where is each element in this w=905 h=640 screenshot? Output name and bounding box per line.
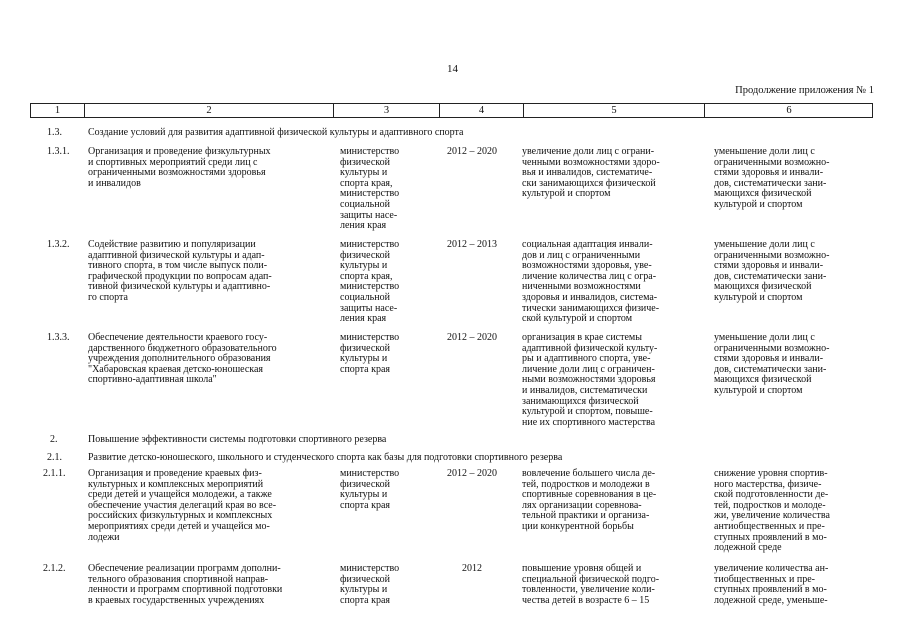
column-header: 1 bbox=[54, 105, 61, 116]
column-header: 2 bbox=[206, 105, 212, 116]
continuation-label: Продолжение приложения № 1 bbox=[735, 85, 874, 96]
consequence-cell: уменьшение доли лиц с ограниченными возможно- стями здоровья и инвали- дов, систематически зани- мающихся физической культурой и спортом bbox=[714, 332, 830, 396]
row-number: 2.1.1. bbox=[43, 468, 66, 479]
measure-cell: Организация и проведение краевых физ- культурных и комплексных мероприятий среди детей и учащейся молодежи, а также обеспечение участия делегаций края во все- российских физкультурных и комплексных мероприятиях среди детей и учащейся мо- лодежи bbox=[88, 468, 277, 543]
section-title: Развитие детско-юношеского, школьного и студенческого спорта как базы для подготовки спортивного резерва bbox=[88, 452, 563, 463]
row-number: 2. bbox=[50, 434, 58, 445]
measure-cell: Обеспечение реализации программ дополни- тельного образования спортивной направ- ленности и программ спортивной подготовки в краевых государственных учреждениях bbox=[88, 563, 283, 606]
row-number: 1.3.1. bbox=[47, 146, 70, 157]
section-title: Создание условий для развития адаптивной физической культуры и адаптивного спорта bbox=[88, 127, 464, 138]
row-number: 2.1.2. bbox=[43, 563, 66, 574]
result-cell: повышение уровня общей и специальной физической подго- товленности, увеличение коли- чества детей в возрасте 6 – 15 bbox=[522, 563, 660, 606]
row-number: 1.3. bbox=[47, 127, 62, 138]
row-number: 1.3.2. bbox=[47, 239, 70, 250]
executor-cell: министерство физической культуры и спорта края, министерство социальной защиты насе- ления края bbox=[340, 239, 400, 325]
row-number: 2.1. bbox=[47, 452, 62, 463]
result-cell: социальная адаптация инвали- дов и лиц с ограниченными возможностями здоровья, уве- личение количества лиц с огра- ниченными возможностями здоровья и инвалидов, система- тически занимающихся физиче- ской культурой и спортом bbox=[522, 239, 660, 325]
consequence-cell: уменьшение доли лиц с ограниченными возможно- стями здоровья и инвали- дов, систематически зани- мающихся физической культурой и спортом bbox=[714, 239, 830, 303]
result-cell: увеличение доли лиц с ограни- ченными возможностями здоро- вья и инвалидов, систематиче- ски занимающихся физической культурой и спортом bbox=[522, 146, 660, 200]
row-number: 1.3.3. bbox=[47, 332, 70, 343]
period-cell: 2012 bbox=[462, 563, 482, 574]
period-cell: 2012 – 2020 bbox=[447, 332, 497, 343]
table-header bbox=[30, 103, 873, 118]
column-header: 6 bbox=[786, 105, 792, 116]
section-title: Повышение эффективности системы подготовки спортивного резерва bbox=[88, 434, 387, 445]
consequence-cell: уменьшение доли лиц с ограниченными возможно- стями здоровья и инвали- дов, систематически зани- мающихся физической культурой и спортом bbox=[714, 146, 830, 210]
period-cell: 2012 – 2020 bbox=[447, 146, 497, 157]
column-header: 4 bbox=[478, 105, 485, 116]
executor-cell: министерство физической культуры и спорта края, министерство социальной защиты насе- ления края bbox=[340, 146, 400, 232]
consequence-cell: увеличение количества ан- тиобщественных и пре- ступных проявлений в мо- лодежной среде, уменьше- bbox=[714, 563, 829, 606]
period-cell: 2012 – 2013 bbox=[447, 239, 497, 250]
result-cell: вовлечение большего числа де- тей, подростков и молодежи в спортивные соревнования в це- лях организации соревнова- тельной практики и организа- ции конкурентной борьбы bbox=[522, 468, 657, 532]
column-header: 5 bbox=[611, 105, 617, 116]
measure-cell: Обеспечение деятельности краевого госу- дарственного бюджетного образовательного учреждения дополнительного образования "Хабаровская краевая детско-юношеская спортивно-адаптивная школа" bbox=[88, 332, 277, 386]
executor-cell: министерство физической культуры и спорта края bbox=[340, 563, 400, 606]
measure-cell: Организация и проведение физкультурных и спортивных мероприятий среди лиц с ограниченными возможностями здоровья и инвалидов bbox=[88, 146, 271, 189]
executor-cell: министерство физической культуры и спорта края bbox=[340, 332, 400, 375]
measure-cell: Содействие развитию и популяризации адаптивной физической культуры и адап- тивного спорта, в том числе выпуск поли- графической продукции по вопросам адап- тивной физической культуры и адаптивно- го спорта bbox=[88, 239, 272, 303]
executor-cell: министерство физической культуры и спорта края bbox=[340, 468, 400, 511]
page-number: 14 bbox=[447, 63, 458, 75]
result-cell: организация в крае системы адаптивной физической культу- ры и адаптивного спорта, уве- личение доли лиц с ограничен- ными возможностями здоровья и инвалидов, систематически занимающихся физической культурой и спортом, повыше- ние их спортивного мастерства bbox=[522, 332, 658, 428]
period-cell: 2012 – 2020 bbox=[447, 468, 497, 479]
column-header: 3 bbox=[383, 105, 390, 116]
consequence-cell: снижение уровня спортив- ного мастерства, физиче- ской подготовленности де- тей, подростков и молоде- жи, увеличение количества антиобщественных и пре- ступных проявлений в мо- лодежной среде bbox=[714, 468, 830, 554]
